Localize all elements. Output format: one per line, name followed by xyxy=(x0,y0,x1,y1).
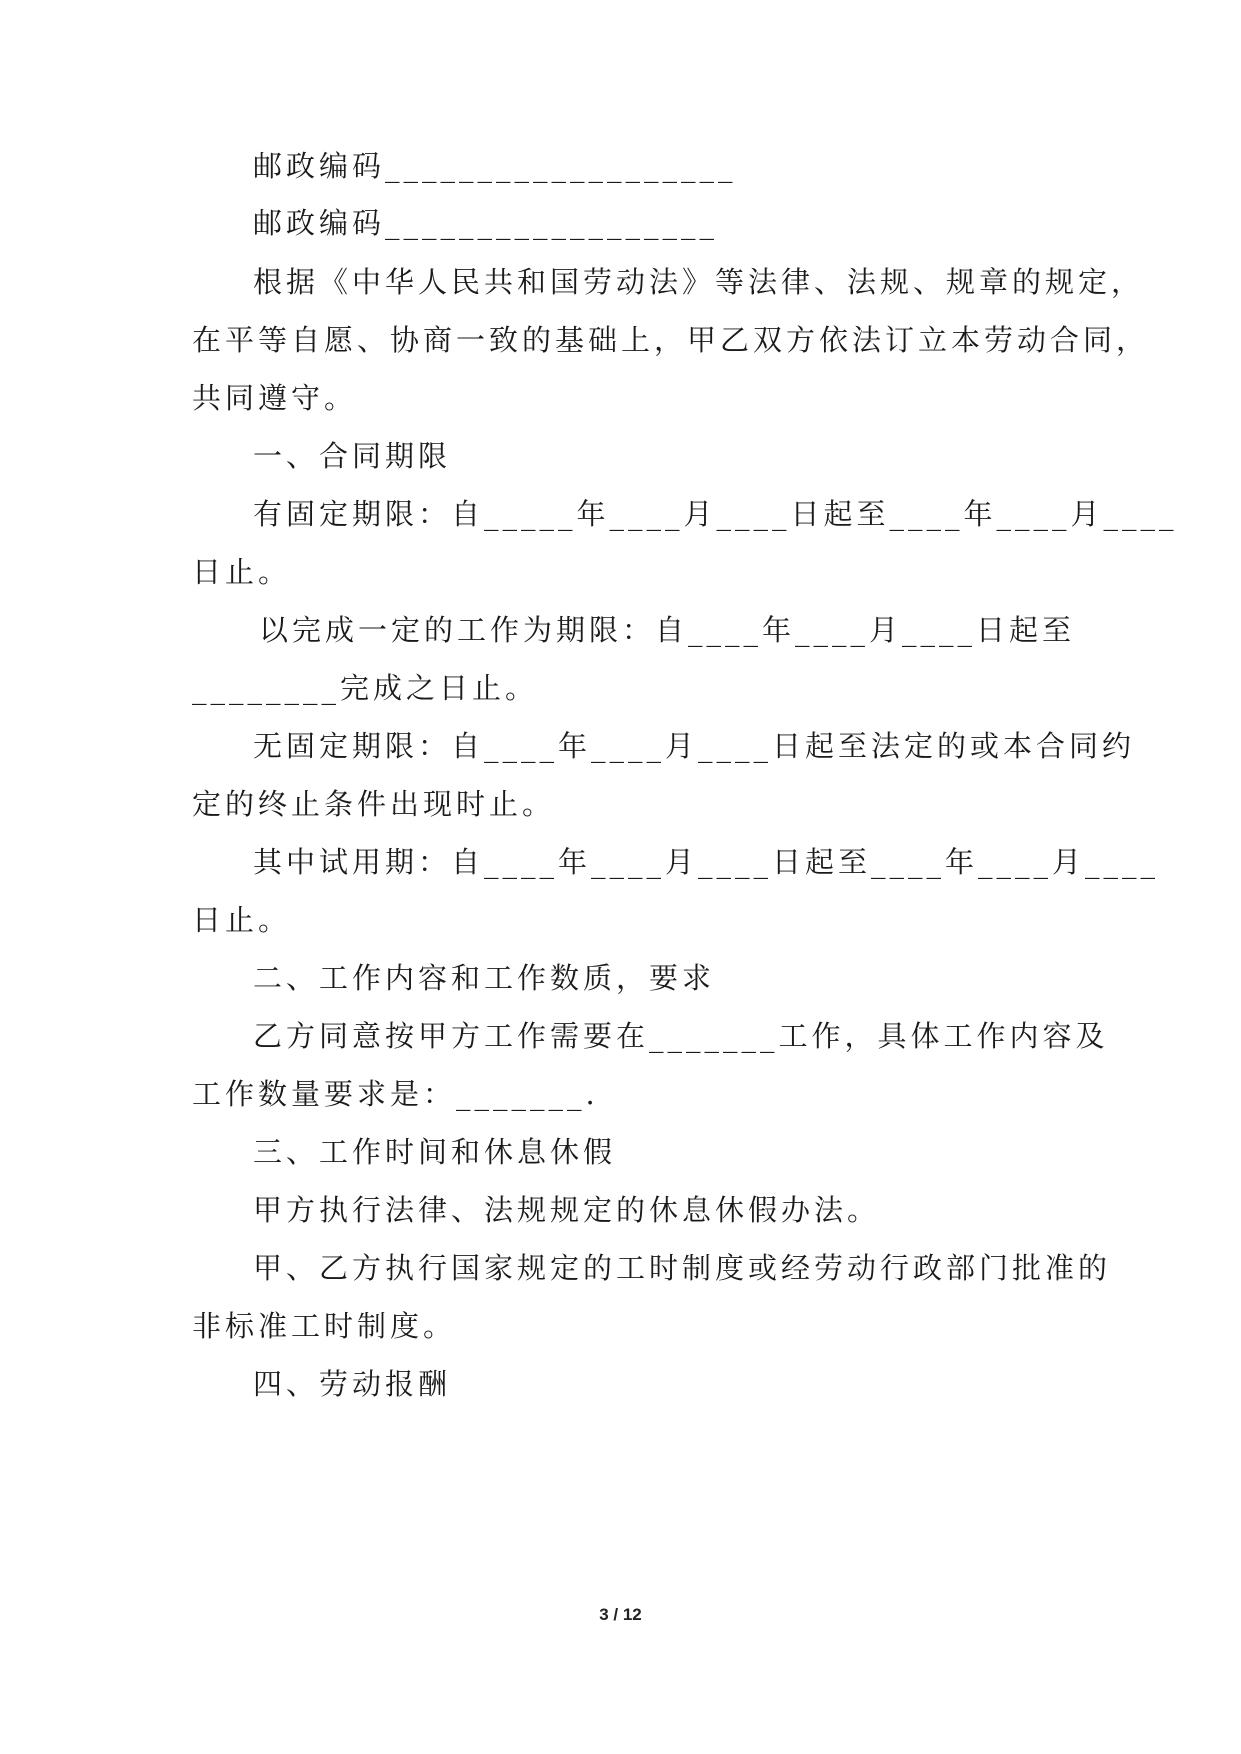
paragraph-line: 非标准工时制度。 xyxy=(192,1309,457,1343)
paragraph-line: 日止。 xyxy=(192,555,292,589)
paragraph-line: 乙方同意按甲方工作需要在_______工作，具体工作内容及 xyxy=(253,1019,1109,1053)
paragraph-line: 共同遵守。 xyxy=(192,381,358,415)
section-heading-remuneration: 四、劳动报酬 xyxy=(253,1367,452,1401)
postal-code-line-2: 邮政编码__________________ xyxy=(253,206,719,240)
paragraph-line: 定的终止条件出现时止。 xyxy=(192,787,556,821)
paragraph-line: 有固定期限：自_____年____月____日起至____年____月____ xyxy=(253,497,1178,531)
paragraph-line: 甲、乙方执行国家规定的工时制度或经劳动行政部门批准的 xyxy=(253,1251,1112,1285)
paragraph-line: 甲方执行法律、法规规定的休息休假办法。 xyxy=(253,1193,881,1227)
section-heading-contract-term: 一、合同期限 xyxy=(253,439,452,473)
paragraph-line: 根据《中华人民共和国劳动法》等法律、法规、规章的规定， xyxy=(253,265,1145,299)
paragraph-line: 工作数量要求是：_______. xyxy=(192,1077,599,1111)
postal-code-line-1: 邮政编码___________________ xyxy=(253,149,737,183)
paragraph-line: 其中试用期：自____年____月____日起至____年____月____ xyxy=(253,845,1160,879)
paragraph-line: ________完成之日止。 xyxy=(192,671,539,705)
paragraph-line: 在平等自愿、协商一致的基础上，甲乙双方依法订立本劳动合同， xyxy=(192,323,1150,357)
paragraph-line: 无固定期限：自____年____月____日起至法定的或本合同约 xyxy=(253,729,1136,763)
paragraph-line: 日止。 xyxy=(192,903,292,937)
page-number: 3 / 12 xyxy=(599,1605,642,1624)
section-heading-working-hours: 三、工作时间和休息休假 xyxy=(253,1135,617,1169)
section-heading-work-content: 二、工作内容和工作数质，要求 xyxy=(253,961,716,995)
paragraph-line: 以完成一定的工作为期限：自____年____月____日起至 xyxy=(259,613,1076,647)
